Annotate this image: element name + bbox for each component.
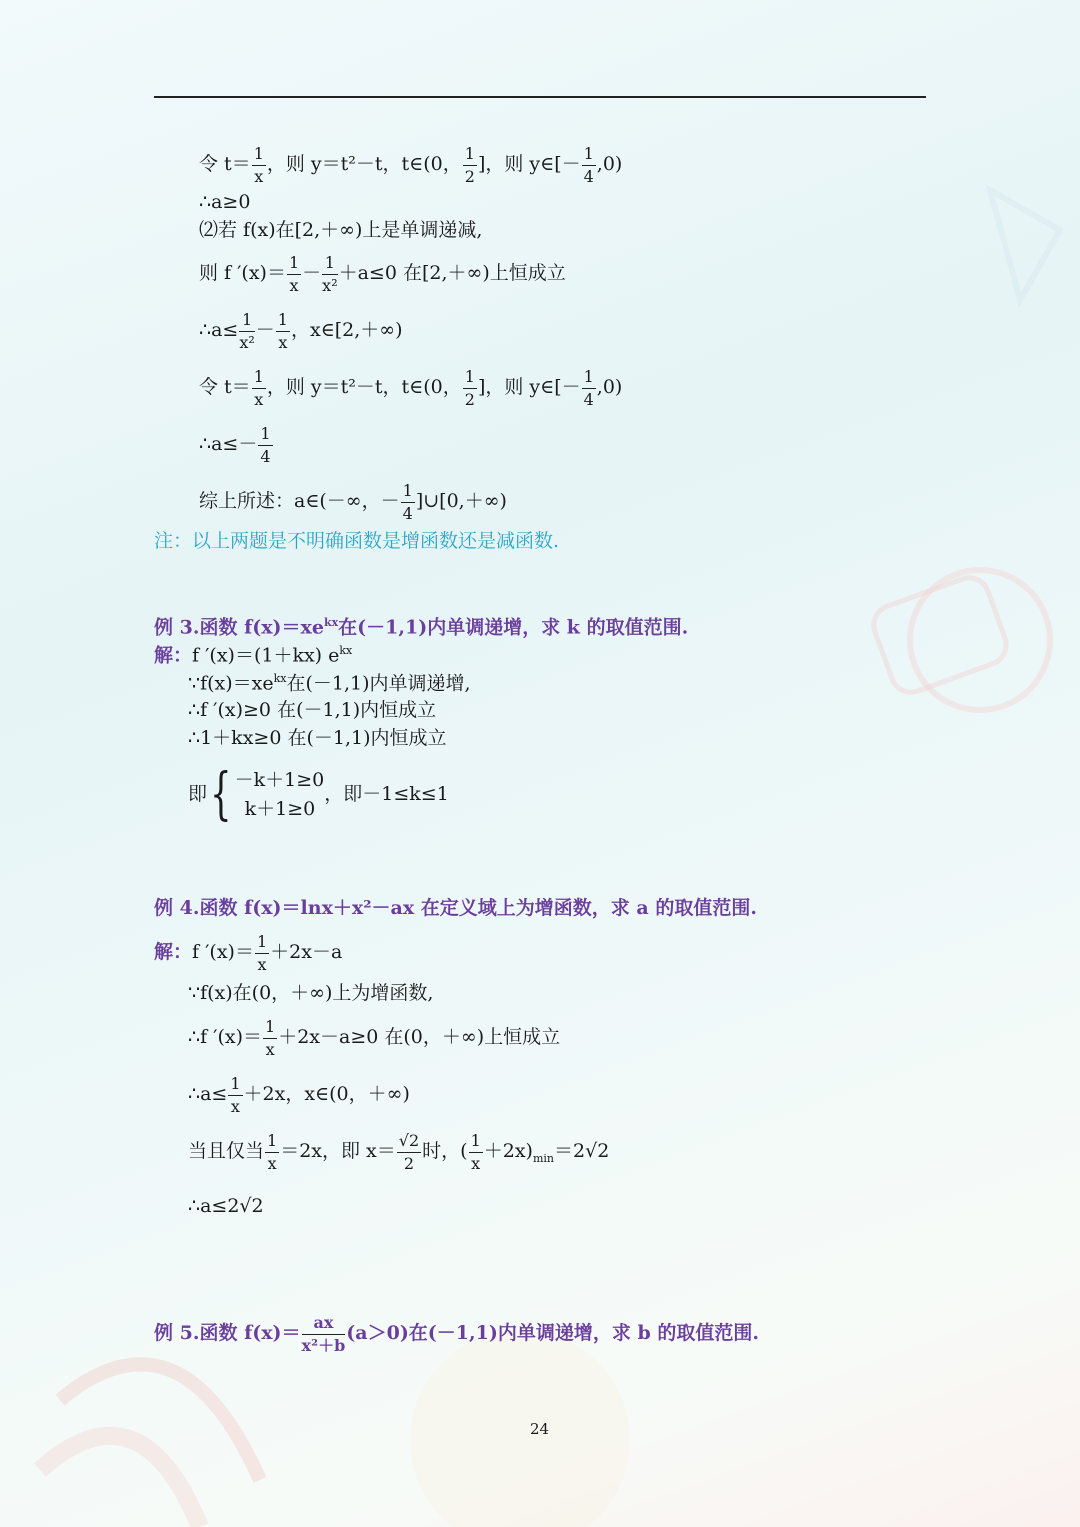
text: 例 3.函数 f(x)＝xe bbox=[154, 616, 324, 639]
solution-line bbox=[199, 366, 622, 410]
denominator: x bbox=[471, 1153, 481, 1173]
denominator: x² bbox=[239, 332, 255, 352]
numerator: 1 bbox=[263, 1016, 277, 1039]
text: ＋2x－a bbox=[270, 941, 343, 964]
fraction bbox=[258, 423, 272, 467]
text: ∴a≤－ bbox=[199, 433, 258, 456]
numerator: 1 bbox=[252, 366, 266, 389]
denominator: x bbox=[265, 1039, 275, 1059]
solution-line bbox=[188, 673, 471, 693]
fraction bbox=[469, 1130, 483, 1174]
text: ，x∈[2,＋∞) bbox=[290, 319, 403, 342]
fraction bbox=[401, 480, 415, 524]
solution-line bbox=[199, 309, 403, 353]
denominator: 2 bbox=[403, 1153, 415, 1173]
solution-label: 解： bbox=[154, 941, 193, 964]
denominator: 2 bbox=[464, 389, 475, 409]
numerator: 1 bbox=[258, 423, 272, 446]
numerator: 1 bbox=[463, 366, 477, 389]
denominator: 4 bbox=[260, 446, 271, 466]
denominator: 4 bbox=[583, 166, 594, 186]
page-number: 24 bbox=[530, 1420, 550, 1438]
text: 令 t＝ bbox=[199, 376, 251, 399]
header-rule bbox=[154, 96, 926, 98]
denominator: x bbox=[289, 275, 299, 295]
text: 在(－1,1)内单调递增, bbox=[286, 672, 471, 695]
numerator: 1 bbox=[239, 309, 254, 332]
text: ∴a≤ bbox=[188, 1083, 228, 1106]
numerator: 1 bbox=[252, 143, 266, 166]
text: － bbox=[302, 262, 322, 285]
text: 令 t＝ bbox=[199, 153, 251, 176]
fraction bbox=[287, 252, 301, 296]
fraction bbox=[252, 366, 266, 410]
fraction bbox=[239, 309, 254, 353]
numerator: 1 bbox=[401, 480, 415, 503]
text: f ′(x)＝ bbox=[192, 941, 254, 964]
numerator: 1 bbox=[265, 1130, 279, 1153]
text: ，即－1≤k≤1 bbox=[324, 783, 449, 805]
denominator: x bbox=[254, 166, 264, 186]
text: 在(－1,1)内单调递增，求 k 的取值范围. bbox=[338, 616, 689, 639]
text: (a＞0)在(－1,1)内单调递增，求 b 的取值范围. bbox=[346, 1322, 759, 1345]
subscript: min bbox=[532, 1151, 555, 1165]
text: 则 f ′(x)＝ bbox=[199, 262, 286, 285]
fraction bbox=[302, 1312, 346, 1356]
text: ＋a≤0 在[2,＋∞)上恒成立 bbox=[338, 262, 566, 285]
numerator: 1 bbox=[287, 252, 301, 275]
text: ∴f ′(x)＝ bbox=[188, 1026, 263, 1049]
numerator: 1 bbox=[276, 309, 290, 332]
fraction bbox=[582, 143, 596, 187]
solution-line: ∴1＋kx≥0 在(－1,1)内恒成立 bbox=[188, 727, 447, 749]
text: ,0) bbox=[596, 376, 623, 399]
example-5-title bbox=[154, 1312, 759, 1356]
solution-line bbox=[199, 252, 566, 296]
text: ∴a≤ bbox=[199, 319, 239, 342]
summary-line bbox=[199, 480, 507, 524]
example-3-title bbox=[154, 617, 688, 637]
fraction bbox=[322, 252, 337, 296]
text: ]∪[0,＋∞) bbox=[415, 490, 507, 513]
denominator: x bbox=[257, 954, 267, 974]
numerator: 1 bbox=[469, 1130, 483, 1153]
system-row: －k＋1≥0 bbox=[234, 769, 325, 791]
denominator: x bbox=[278, 332, 288, 352]
fraction bbox=[463, 143, 477, 187]
numerator: 1 bbox=[255, 931, 269, 954]
fraction bbox=[276, 309, 290, 353]
numerator: √2 bbox=[397, 1130, 421, 1153]
denominator: 4 bbox=[402, 503, 413, 523]
solution-label: 解： bbox=[154, 644, 193, 667]
solution-line bbox=[188, 1130, 609, 1174]
text: ＋2x) bbox=[483, 1140, 533, 1163]
solution-line: ∴f ′(x)≥0 在(－1,1)内恒成立 bbox=[188, 699, 437, 721]
text: 当且仅当 bbox=[188, 1140, 265, 1163]
text: 时，( bbox=[422, 1140, 468, 1163]
text: ]，则 y∈[－ bbox=[477, 153, 581, 176]
text: f ′(x)＝(1＋kx) e bbox=[192, 644, 340, 667]
denominator: 2 bbox=[464, 166, 475, 186]
text: 综上所述：a∈(－∞，－ bbox=[199, 490, 400, 513]
text: ＝2√2 bbox=[554, 1140, 610, 1163]
superscript: kx bbox=[339, 644, 353, 657]
fraction bbox=[463, 366, 477, 410]
system-row: k＋1≥0 bbox=[244, 797, 316, 820]
numerator: ax bbox=[302, 1312, 346, 1335]
denominator: x² bbox=[322, 275, 338, 295]
fraction bbox=[255, 931, 269, 975]
note: 注：以上两题是不明确函数是增函数还是减函数. bbox=[154, 530, 560, 552]
fraction bbox=[252, 143, 266, 187]
solution-line: ∵f(x)在(0，＋∞)上为增函数, bbox=[188, 982, 434, 1004]
text: ＋2x－a≥0 在(0，＋∞)上恒成立 bbox=[278, 1026, 561, 1049]
denominator: x bbox=[230, 1096, 240, 1116]
denominator: x bbox=[254, 389, 264, 409]
solution-line bbox=[154, 931, 342, 975]
denominator: x bbox=[267, 1153, 277, 1173]
text: ＝2x，即 x＝ bbox=[280, 1140, 396, 1163]
fraction bbox=[397, 1130, 421, 1174]
fraction bbox=[582, 366, 596, 410]
example-4-title: 例 4.函数 f(x)＝lnx＋x²－ax 在定义域上为增函数，求 a 的取值范围. bbox=[154, 897, 757, 919]
solution-line bbox=[188, 1073, 410, 1117]
denominator: x²＋b bbox=[301, 1335, 346, 1355]
solution-line bbox=[154, 645, 352, 665]
solution-line: ⑵若 f(x)在[2,＋∞)上是单调递减, bbox=[199, 219, 483, 241]
text: ]，则 y∈[－ bbox=[477, 376, 581, 399]
text: ∵f(x)＝xe bbox=[188, 672, 274, 695]
text: 即 bbox=[188, 783, 208, 805]
numerator: 1 bbox=[463, 143, 477, 166]
numerator: 1 bbox=[582, 143, 596, 166]
numerator: 1 bbox=[582, 366, 596, 389]
text: ＋2x，x∈(0，＋∞) bbox=[243, 1083, 410, 1106]
denominator: 4 bbox=[583, 389, 594, 409]
left-brace: { bbox=[210, 761, 232, 827]
solution-line: ∴a≤2√2 bbox=[188, 1195, 264, 1217]
text: － bbox=[255, 319, 275, 342]
numerator: 1 bbox=[322, 252, 337, 275]
solution-line bbox=[188, 1016, 560, 1060]
text: 例 5.函数 f(x)＝ bbox=[154, 1322, 301, 1345]
text: ,0) bbox=[596, 153, 623, 176]
text: ，则 y＝t²－t，t∈(0， bbox=[266, 376, 462, 399]
fraction bbox=[265, 1130, 279, 1174]
numerator: 1 bbox=[228, 1073, 242, 1096]
equation-system bbox=[188, 761, 449, 827]
superscript: kx bbox=[323, 616, 339, 629]
fraction bbox=[228, 1073, 242, 1117]
solution-line: ∴a≥0 bbox=[199, 191, 251, 213]
system-lines bbox=[235, 766, 325, 823]
superscript: kx bbox=[273, 672, 287, 685]
text: ，则 y＝t²－t，t∈(0， bbox=[266, 153, 462, 176]
solution-line bbox=[199, 143, 622, 187]
fraction bbox=[263, 1016, 277, 1060]
solution-line bbox=[199, 423, 274, 467]
